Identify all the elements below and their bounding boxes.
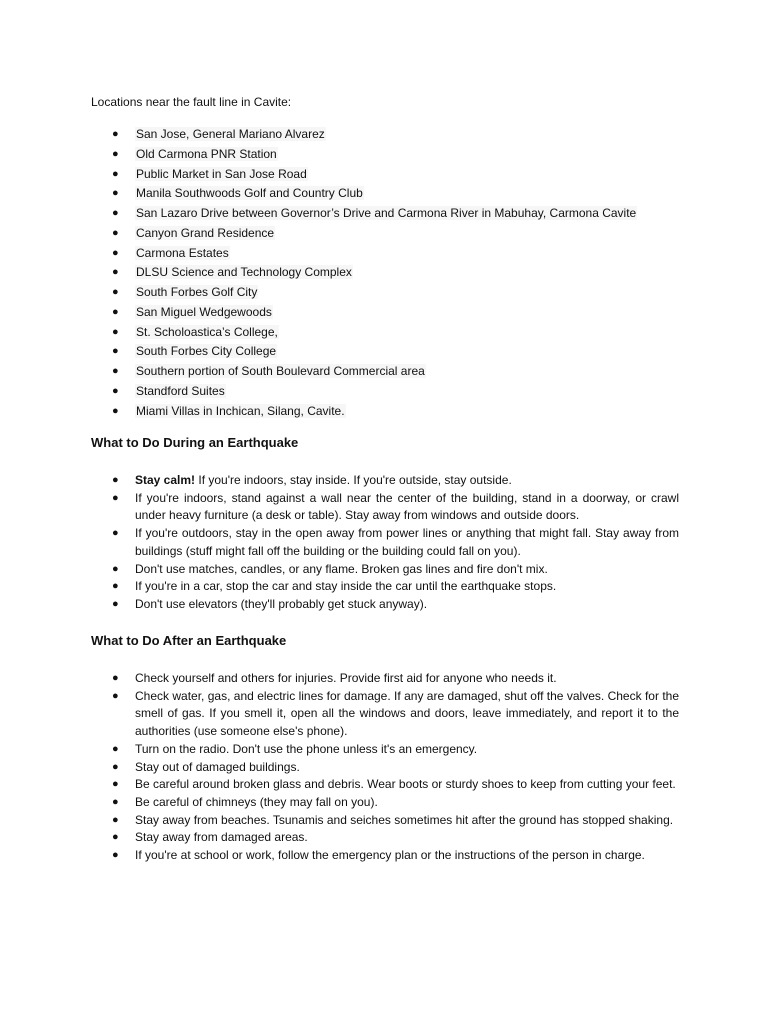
list-item <box>91 264 711 284</box>
list-item <box>91 363 711 383</box>
bullet-icon: ● <box>112 491 119 504</box>
location-text: San Lazaro Drive between Governor’s Drive and Carmona River in Mabuhay, Carmona Cavite <box>136 206 637 220</box>
during-list <box>91 472 679 614</box>
list-item-text: Stay away from beaches. Tsunamis and seiches sometimes hit after the ground has stopped shaking. <box>135 812 674 827</box>
list-item-text: If you're indoors, stay inside. If you're outside, stay outside. <box>195 473 512 487</box>
location-text: DLSU Science and Technology Complex <box>136 265 352 280</box>
location-text: Carmona Estates <box>136 245 229 260</box>
location-text: South Forbes Golf City <box>136 285 258 299</box>
bullet-icon: ● <box>112 207 119 219</box>
list-item <box>91 284 711 304</box>
list-item <box>91 324 711 344</box>
list-item <box>91 225 711 245</box>
list-item <box>91 670 679 688</box>
list-item-text: If you're outdoors, stay in the open away from power lines or anything that might fall. Stay away from buildings (stuff might fall off the building or the building could fall on you). <box>135 526 679 558</box>
bullet-icon: ● <box>112 266 119 279</box>
bullet-icon: ● <box>112 527 119 540</box>
list-item <box>91 245 711 265</box>
list-item <box>91 829 679 847</box>
bullet-icon: ● <box>112 226 119 239</box>
bullet-icon: ● <box>112 325 119 338</box>
list-item-text: Don't use elevators (they'll probably get stuck anyway). <box>135 596 428 611</box>
during-heading: What to Do During an Earthquake <box>91 435 299 450</box>
list-item <box>91 561 679 579</box>
bullet-icon: ● <box>112 404 119 417</box>
bullet-icon: ● <box>112 128 119 140</box>
bullet-icon: ● <box>112 562 119 575</box>
location-text: Canyon Grand Residence <box>136 225 275 240</box>
bullet-icon: ● <box>112 246 119 259</box>
bullet-icon: ● <box>112 345 119 358</box>
list-item <box>91 688 679 741</box>
location-text: Old Carmona PNR Station <box>136 146 277 161</box>
bullet-icon: ● <box>112 760 119 773</box>
list-item <box>91 812 679 830</box>
bullet-icon: ● <box>112 778 119 791</box>
list-item <box>91 126 711 146</box>
after-heading: What to Do After an Earthquake <box>91 633 287 648</box>
list-item <box>91 205 711 225</box>
bullet-icon: ● <box>112 580 119 593</box>
bullet-icon: ● <box>112 689 119 702</box>
bullet-icon: ● <box>112 187 119 200</box>
location-text: Miami Villas in Inchican, Silang, Cavite. <box>136 403 345 418</box>
location-text: Southern portion of South Boulevard Commercial area <box>136 364 425 378</box>
locations-list <box>91 126 711 422</box>
list-item <box>91 166 711 186</box>
list-item <box>91 596 679 614</box>
list-item <box>91 343 711 363</box>
location-text: San Jose, General Mariano Alvarez <box>136 127 325 141</box>
location-text: Public Market in San Jose Road <box>136 166 307 181</box>
list-item <box>91 472 679 490</box>
stay-calm-text: Stay calm! <box>135 473 196 487</box>
list-item-text: If you're at school or work, follow the emergency plan or the instructions of the person in charge. <box>135 848 645 863</box>
list-item <box>91 525 679 560</box>
list-item <box>91 847 679 865</box>
bullet-icon: ● <box>112 365 119 377</box>
list-item <box>91 185 711 205</box>
list-item <box>91 146 711 166</box>
bullet-icon: ● <box>112 305 119 318</box>
location-text: South Forbes City College <box>136 344 277 359</box>
list-item <box>91 741 679 759</box>
list-item-text: Don't use matches, candles, or any flame. Broken gas lines and fire don't mix. <box>135 561 548 576</box>
list-item-text: Check yourself and others for injuries. Provide first aid for anyone who needs it. <box>135 671 557 685</box>
list-item <box>91 578 679 596</box>
bullet-icon: ● <box>112 474 119 486</box>
list-item <box>91 794 679 812</box>
list-item-text: Stay out of damaged buildings. <box>135 759 300 774</box>
list-item-text: Be careful around broken glass and debris. Wear boots or sturdy shoes to keep from cutting your feet. <box>135 777 676 792</box>
list-item <box>91 383 711 403</box>
location-text: St. Scholoastica’s College, <box>136 324 278 339</box>
list-item <box>91 759 679 777</box>
list-item-text: Turn on the radio. Don't use the phone unless it's an emergency. <box>135 741 478 756</box>
intro-text: Locations near the fault line in Cavite: <box>91 95 292 109</box>
bullet-icon: ● <box>112 286 119 298</box>
list-item <box>91 403 711 423</box>
bullet-icon: ● <box>112 167 119 180</box>
location-text: Standford Suites <box>136 383 225 398</box>
list-item <box>91 490 679 525</box>
bullet-icon: ● <box>112 742 119 755</box>
bullet-icon: ● <box>112 672 119 684</box>
list-item-text: Stay away from damaged areas. <box>135 830 308 845</box>
list-item <box>91 304 711 324</box>
list-item-text: If you're indoors, stand against a wall near the center of the building, stand in a doorway, or crawl under heavy furniture (a desk or table). Stay away from windows and outside doors. <box>135 490 679 523</box>
bullet-icon: ● <box>112 813 119 826</box>
bullet-icon: ● <box>112 147 119 160</box>
bullet-icon: ● <box>112 849 119 862</box>
bullet-icon: ● <box>112 831 119 844</box>
location-text: San Miguel Wedgewoods <box>136 304 272 319</box>
bullet-icon: ● <box>112 795 119 808</box>
bullet-icon: ● <box>112 597 119 610</box>
bullet-icon: ● <box>112 384 119 397</box>
location-text: Manila Southwoods Golf and Country Club <box>136 186 363 201</box>
after-list <box>91 670 679 865</box>
list-item-text: Be careful of chimneys (they may fall on you). <box>135 794 378 809</box>
list-item-text: If you're in a car, stop the car and stay inside the car until the earthquake stops. <box>135 579 557 594</box>
list-item-text: Check water, gas, and electric lines for damage. If any are damaged, shut off the valves. Check for the smell of gas. If you smell it, open all the windows and doors, leave immediately, and report it to the authorities (use someone else's phone). <box>135 688 679 739</box>
list-item <box>91 776 679 794</box>
